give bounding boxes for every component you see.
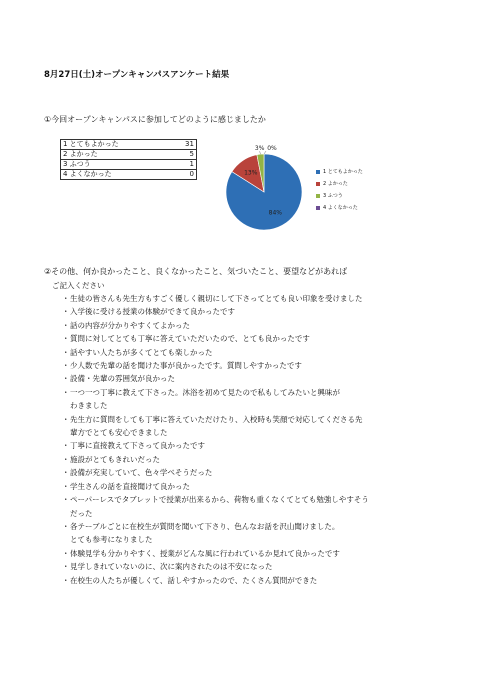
list-item [62,386,442,413]
bullet-point: ・ [62,374,70,384]
legend-label: 2 よかった [323,181,348,187]
document-title: 8月27日(土)オープンキャンパスアンケート結果 [44,70,230,80]
bullet-point: ・ [62,575,70,585]
legend-item [316,178,363,190]
legend-label: 1 とてもよかった [323,169,363,175]
legend-swatch [316,194,320,198]
list-item [62,372,442,385]
row-count: 31 [183,140,196,150]
question-1-heading: ①今回オープンキャンパスに参加してどのように感じましたか [44,115,266,124]
bullet-point: ・ [62,387,70,397]
bullet-point: ・ [62,548,70,558]
legend-swatch [316,182,320,186]
comment-text: 丁寧に直接教えて下さって良かったです [70,441,205,451]
comment-text: 話の内容が分かりやすくてよかった [70,320,190,330]
comment-list [62,292,442,587]
list-item [62,480,442,493]
list-item [62,413,442,440]
table-row [61,140,197,150]
bullet-point: ・ [62,334,70,344]
list-item [62,319,442,332]
legend-label: 3 ふつう [323,193,343,199]
list-item [62,453,442,466]
satisfaction-pie-chart [222,134,314,234]
list-item [62,292,442,305]
row-label: 2 よかった [61,150,184,160]
bullet-point: ・ [62,521,70,531]
bullet-point: ・ [62,320,70,330]
comment-text: 先生方に質問をしても丁寧に答えていただけたり、入校時も笑顔で対応してくださる先 輩方でとても安心できました [70,414,363,438]
list-item [62,439,442,452]
slice-label: 3% [254,145,265,153]
list-item [62,466,442,479]
comment-text: 学生さんの話を直接聞けて良かった [70,481,190,491]
bullet-point: ・ [62,347,70,357]
response-count-table [60,139,197,180]
bullet-point: ・ [62,454,70,464]
list-item [62,574,442,587]
bullet-point: ・ [62,468,70,478]
comment-text: 質問に対してとても丁寧に答えていただいたので、とても良かったです [70,334,310,344]
bullet-point: ・ [62,294,70,303]
slice-label: 84% [268,209,283,217]
comment-text: 入学後に受ける授業の体験ができて良かったです [70,307,235,317]
legend-item [316,166,363,178]
table-row [61,170,197,180]
bullet-point: ・ [62,414,70,424]
comment-text: 体験見学も分かりやすく、授業がどんな風に行われているか見れて良かったです [70,548,340,558]
comment-text: 話やすい人たちが多くてとても楽しかった [70,347,213,357]
comment-text: 各テーブルごとに在校生が質問を聞いて下さり、色んなお話を沢山聞けました。 とても参考になりました [70,521,340,545]
legend-item [316,202,363,214]
table-row [61,150,197,160]
bullet-point: ・ [62,441,70,451]
chart-legend [316,166,363,214]
legend-swatch [316,206,320,210]
comment-text: 一つ一つ丁寧に教えて下さった。沐浴を初めて見たので私もしてみたいと興味が わきました [70,387,340,411]
comment-text: 少人数で先輩の話を聞けた事が良かったです。質問しやすかったです [70,361,302,371]
bullet-point: ・ [62,481,70,491]
row-count: 0 [183,170,196,180]
bullet-point: ・ [62,495,70,505]
comment-text: 生徒の皆さんも先生方もすごく優しく親切にして下さってとても良い印象を受けました [70,294,363,303]
list-item [62,560,442,573]
comment-text: 設備・先輩の雰囲気が良かった [70,374,175,384]
row-count: 1 [183,160,196,170]
question-2-heading: ②その他、何か良かったこと、良くなかったこと、気づいたこと、要望などがあれば [44,267,348,276]
question-2-subheading: ご記入ください [52,281,105,290]
list-item [62,493,442,520]
slice-label: 0% [267,145,277,152]
comment-text: 設備が充実していて、色々学べそうだった [70,468,213,478]
table-row [61,160,197,170]
row-label: 3 ふつう [61,160,184,170]
list-item [62,547,442,560]
legend-swatch [316,170,320,174]
list-item [62,346,442,359]
comment-text: 施設がとてもきれいだった [70,454,160,464]
list-item [62,305,442,318]
list-item [62,520,442,547]
comment-text: 見学しきれていないのに、次に案内されたのは不安になった [70,562,273,572]
comment-text: ペーパーレスでタブレットで授業が出来るから、荷物も重くなくてとても勉強しやすそう だった [70,495,369,518]
bullet-point: ・ [62,562,70,572]
list-item [62,332,442,345]
row-label: 4 よくなかった [61,170,184,180]
bullet-point: ・ [62,307,70,317]
row-count: 5 [183,150,196,160]
list-item [62,359,442,372]
row-label: 1 とてもよかった [61,140,184,150]
legend-label: 4 よくなかった [323,205,358,211]
slice-label: 13% [244,169,258,177]
legend-item [316,190,363,202]
bullet-point: ・ [62,361,70,371]
comment-text: 在校生の人たちが優しくて、話しやすかったので、たくさん質問ができた [70,575,318,585]
